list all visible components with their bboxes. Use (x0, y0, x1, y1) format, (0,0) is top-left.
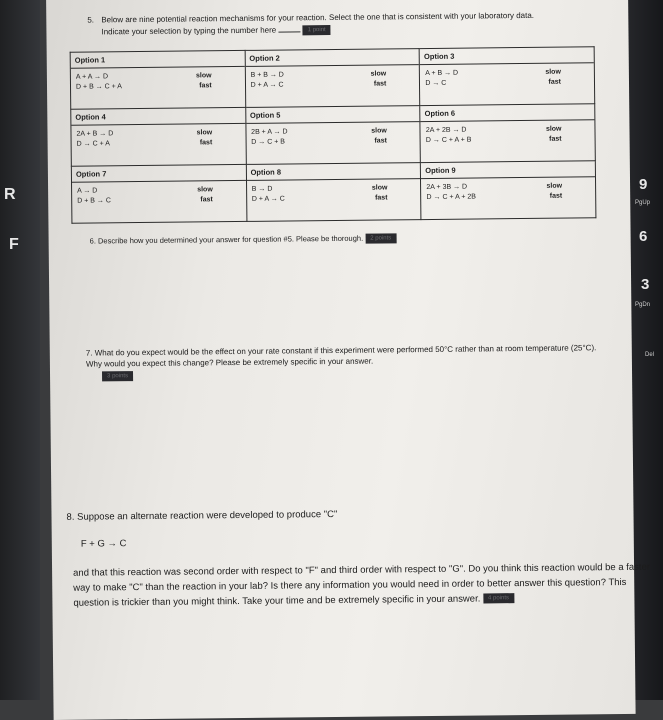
q6-number: 6. (89, 236, 96, 246)
question-5 (87, 10, 557, 38)
key-9: 9 (639, 176, 648, 193)
option-cell (71, 107, 246, 166)
option-title: Option 7 (72, 165, 246, 183)
q5-number: 5. (87, 15, 95, 25)
mechanism-step: D + B → C + A (75, 83, 122, 91)
step-speed: slow (371, 127, 387, 135)
option-title: Option 9 (421, 161, 595, 179)
mechanism-step: A + B → D (425, 69, 459, 78)
mechanism-step: D + B → C (77, 197, 111, 205)
q8-points-badge: 4 points (483, 594, 514, 604)
question-8 (66, 504, 657, 611)
q5-answer-blank[interactable] (278, 23, 300, 32)
question-6 (90, 233, 397, 246)
mechanism-step: A + A → D (75, 73, 109, 81)
option-cell (245, 49, 420, 108)
step-speed: fast (200, 196, 213, 204)
step-speed: fast (549, 192, 563, 200)
option-title: Option 1 (71, 51, 245, 69)
step-speed: fast (548, 78, 562, 86)
mechanism-step: B → D (251, 185, 273, 193)
q8-equation: F + G → C (80, 538, 127, 550)
q5-text: Below are nine potential reaction mechanisms for your reaction. Select the one that is consistent with your laboratory data. Indicate your selection by typing the number here (101, 10, 535, 37)
option-title: Option 6 (421, 104, 595, 122)
step-speed: slow (195, 72, 212, 80)
key-6: 6 (639, 228, 648, 245)
step-speed: fast (374, 137, 387, 145)
mechanism-step: D + A → C (251, 195, 285, 203)
mechanism-step: A → D (77, 187, 98, 195)
mechanism-step: D → C + A + 2B (426, 193, 476, 202)
step-speed: slow (370, 70, 387, 78)
mechanism-step: D → C + B (251, 138, 285, 146)
key-f: F (9, 236, 19, 253)
mechanism-step: 2A + 3B → D (426, 183, 468, 192)
step-speed: slow (546, 182, 563, 190)
step-speed: fast (375, 194, 388, 202)
mechanism-step: 2A + B → D (76, 130, 114, 138)
step-speed: fast (373, 80, 387, 88)
mechanism-step: D → C + A + B (425, 136, 472, 145)
step-speed: slow (371, 184, 388, 192)
mechanism-step: 2A + 2B → D (425, 126, 467, 135)
option-title: Option 5 (246, 106, 420, 124)
q8-text: and that this reaction was second order with respect to "F" and third order with respect to "G". Do you think this reaction would be a faster way to make "C" than the reaction in your lab? Is there any information you would need in order to better answer this question? This question is trickier than you might think. Take your time and be extremely specific in your answer. (73, 561, 651, 609)
key-del-label: Del (645, 352, 655, 358)
option-cell (71, 164, 246, 223)
q7-points-badge: 3 points (102, 371, 133, 381)
option-cell (245, 106, 420, 165)
q7-number: 7. (85, 348, 93, 358)
q8-intro: Suppose an alternate reaction were developed to produce "C" (77, 508, 338, 523)
key-pgdn-label: PgDn (635, 302, 651, 308)
q8-number: 8. (66, 511, 75, 523)
step-speed: slow (545, 68, 561, 76)
option-cell (421, 161, 596, 220)
option-cell (420, 104, 595, 163)
option-title: Option 3 (420, 47, 594, 65)
option-cell (419, 47, 594, 106)
mechanism-step: B + B → D (250, 71, 284, 79)
mechanism-options-table (70, 46, 597, 223)
left-bezel (0, 0, 40, 700)
mechanism-step: 2B + A → D (251, 128, 288, 136)
step-speed: fast (199, 82, 212, 90)
key-pgup-label: PgUp (635, 200, 651, 206)
key-3: 3 (641, 276, 650, 293)
option-title: Option 8 (246, 163, 420, 181)
step-speed: fast (549, 135, 562, 143)
option-cell (70, 50, 245, 109)
q7-text: What do you expect would be the effect on your rate constant if this experiment were performed 50°C rather than at room temperature (25°C). Why would you expect this change? Please be extremely specific in your answer. (85, 343, 597, 369)
mechanism-step: D → C (425, 79, 447, 88)
q6-points-badge: 2 points (365, 233, 396, 243)
q6-text: Describe how you determined your answer for question #5. Please be thorough. (97, 233, 364, 246)
option-cell (246, 163, 421, 222)
mechanism-step: D + A → C (250, 81, 284, 89)
step-speed: slow (197, 186, 213, 194)
step-speed: slow (545, 125, 562, 133)
option-title: Option 4 (71, 108, 245, 126)
step-speed: fast (199, 139, 213, 147)
step-speed: slow (196, 129, 213, 137)
option-title: Option 2 (245, 49, 419, 67)
question-7 (86, 342, 606, 381)
mechanism-step: D → C + A (76, 140, 110, 148)
q5-points-badge: 1 point (303, 25, 331, 35)
key-r: R (4, 186, 16, 203)
